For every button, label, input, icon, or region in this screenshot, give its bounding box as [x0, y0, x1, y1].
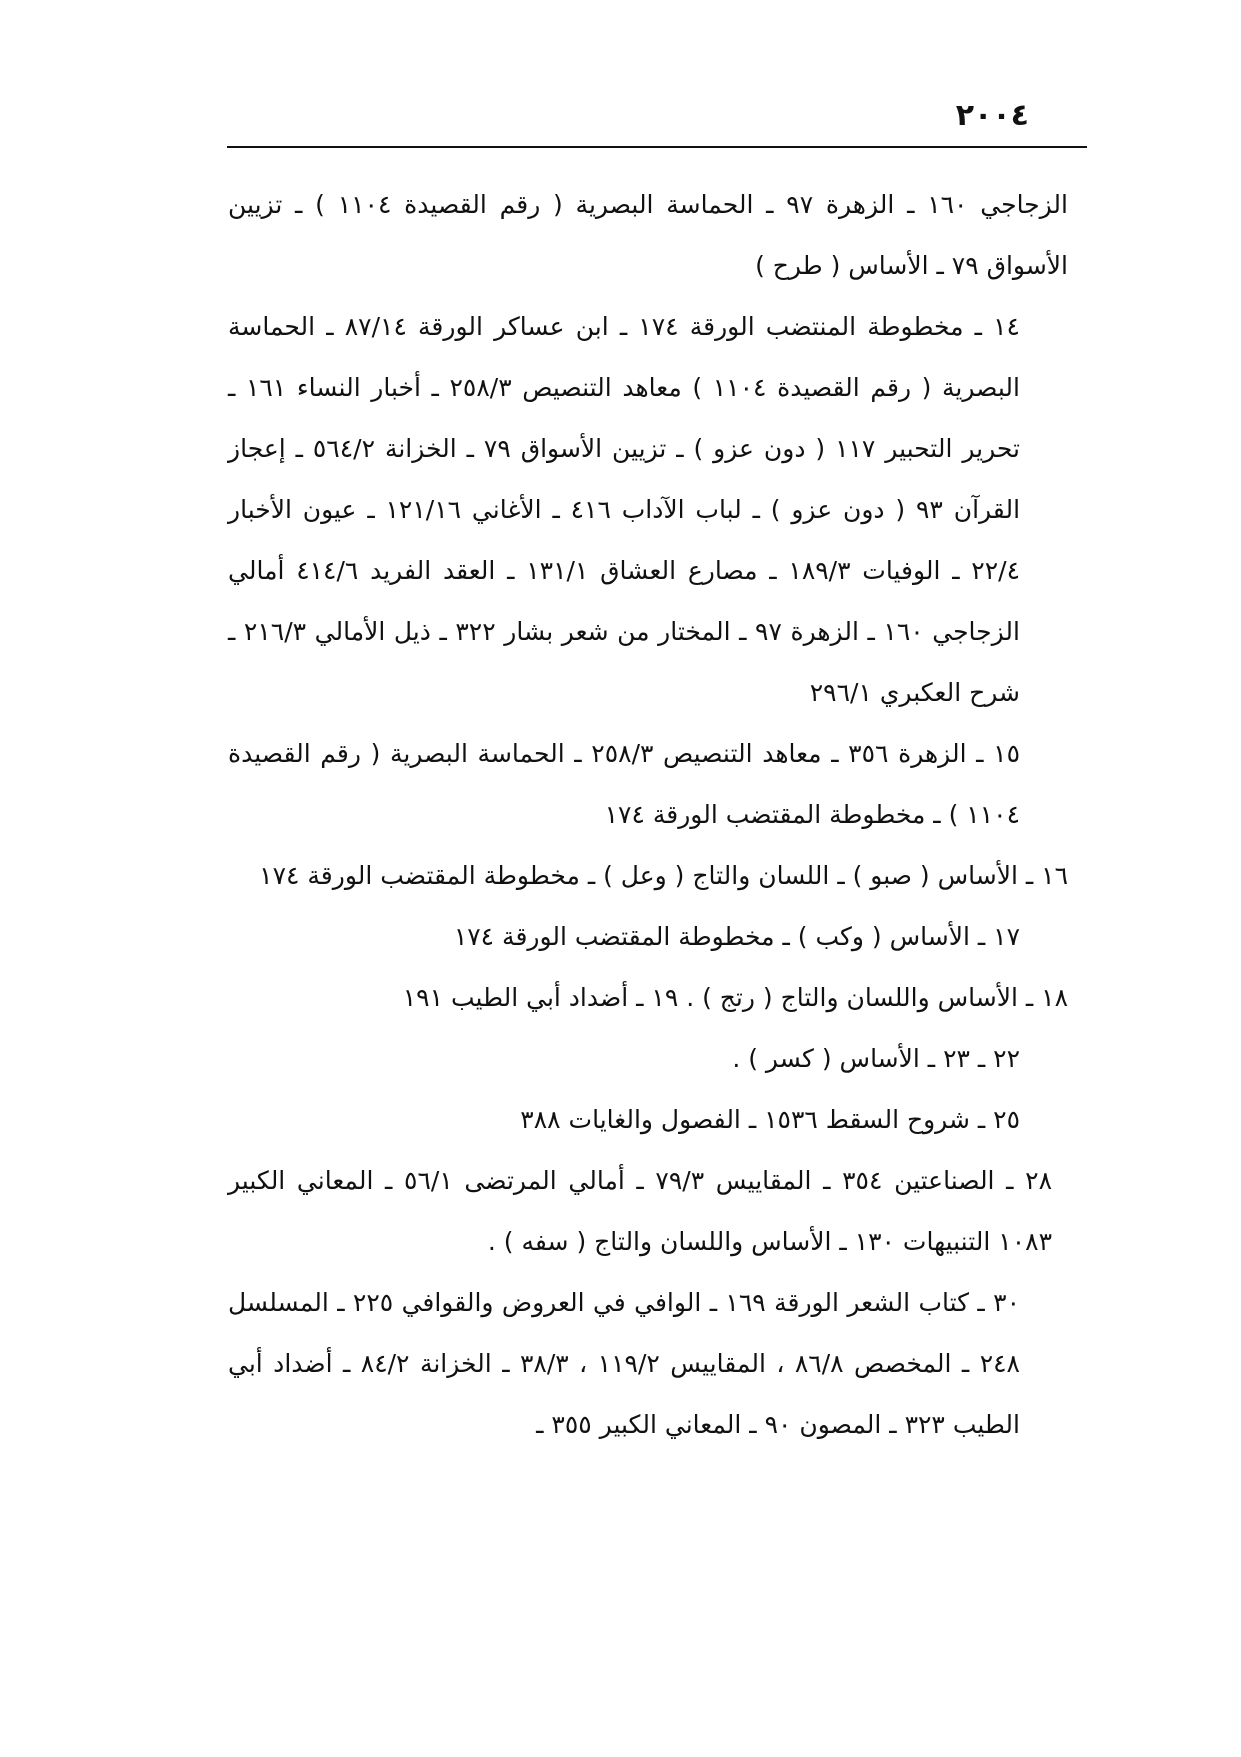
page-number: ٢٠٠٤	[955, 98, 1029, 133]
footnote-16: ١٦ ـ الأساس ( صبو ) ـ اللسان والتاج ( وعل ) ـ مخطوطة المقتضب الورقة ١٧٤	[259, 861, 1068, 890]
footnote-15: ١٥ ـ الزهرة ٣٥٦ ـ معاهد التنصيص ٢٥٨/٣ ـ الحماسة البصرية ( رقم القصيدة ١١٠٤ ) ـ مخطوطة المقتضب الورقة ١٧٤	[228, 739, 1020, 829]
footnote-continuation: الزجاجي ١٦٠ ـ الزهرة ٩٧ ـ الحماسة البصرية ( رقم القصيدة ١١٠٤ ) ـ تزيين الأسواق ٧٩ ـ الأساس ( طرح )	[228, 190, 1068, 280]
footnote-17: ١٧ ـ الأساس ( وكب ) ـ مخطوطة المقتضب الورقة ١٧٤	[453, 922, 1020, 951]
footnote-30: ٣٠ ـ كتاب الشعر الورقة ١٦٩ ـ الوافي في العروض والقوافي ٢٢٥ ـ المسلسل ٢٤٨ ـ المخصص ٨٦/٨ ، المقاييس ١١٩/٢ ، ٣٨/٣ ـ الخزانة ٨٤/٢ ـ أضداد أبي الطيب ٣٢٣ ـ المصون ٩٠ ـ المعاني الكبير ٣٥٥ ـ	[228, 1288, 1020, 1439]
footnotes-body	[228, 174, 1068, 1455]
footnote-14: ١٤ ـ مخطوطة المنتضب الورقة ١٧٤ ـ ابن عساكر الورقة ٨٧/١٤ ـ الحماسة البصرية ( رقم القصيدة ١١٠٤ ) معاهد التنصيص ٢٥٨/٣ ـ أخبار النساء ١٦١ ـ تحرير التحبير ١١٧ ( دون عزو ) ـ تزيين الأسواق ٧٩ ـ الخزانة ٥٦٤/٢ ـ إعجاز القرآن ٩٣ ( دون عزو ) ـ لباب الآداب ٤١٦ ـ الأغاني ١٢١/١٦ ـ عيون الأخبار ٢٢/٤ ـ الوفيات ١٨٩/٣ ـ مصارع العشاق ١٣١/١ ـ العقد الفريد ٤١٤/٦ أمالي الزجاجي ١٦٠ ـ الزهرة ٩٧ ـ المختار من شعر بشار ٣٢٢ ـ ذيل الأمالي ٢١٦/٣ ـ شرح العكبري ٢٩٦/١	[228, 312, 1021, 707]
header-rule	[227, 146, 1087, 148]
footnote-25: ٢٥ ـ شروح السقط ١٥٣٦ ـ الفصول والغايات ٣٨٨	[520, 1105, 1020, 1134]
footnote-28: ٢٨ ـ الصناعتين ٣٥٤ ـ المقاييس ٧٩/٣ ـ أمالي المرتضى ٥٦/١ ـ المعاني الكبير ١٠٨٣ التنبيهات ١٣٠ ـ الأساس واللسان والتاج ( سفه ) .	[228, 1166, 1053, 1256]
footnote-22-23: ٢٢ ـ ٢٣ ـ الأساس ( كسر ) .	[732, 1044, 1020, 1073]
footnote-18-19: ١٨ ـ الأساس واللسان والتاج ( رتج ) . ١٩ ـ أضداد أبي الطيب ١٩١	[402, 983, 1068, 1012]
